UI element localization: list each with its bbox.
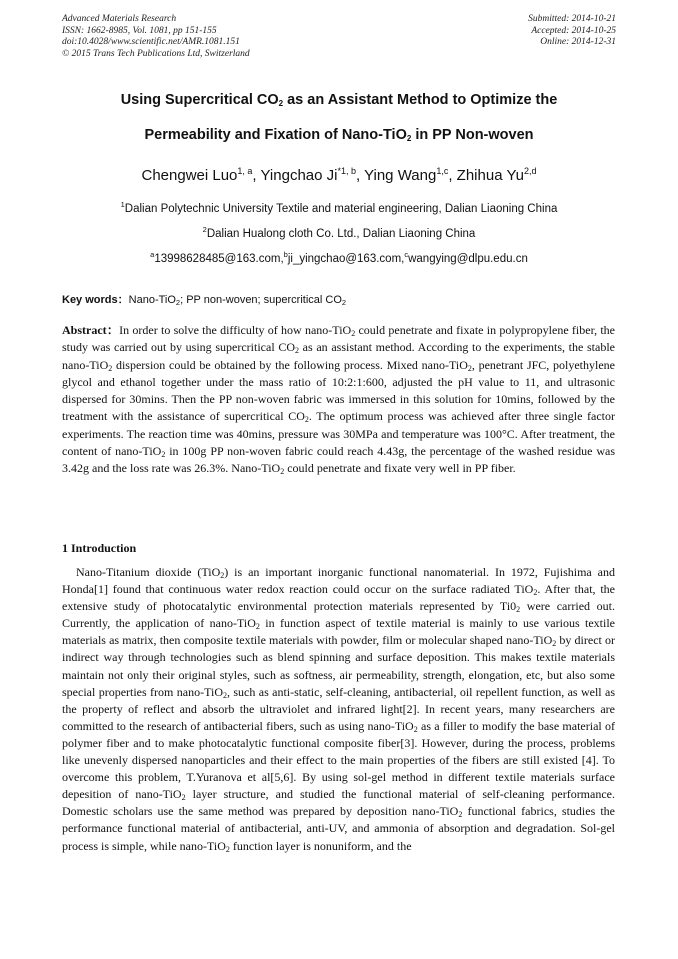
journal-header-right (528, 14, 616, 49)
online-date: Online: 2014-12-31 (540, 37, 616, 47)
introduction-paragraph: Nano-Titanium dioxide (TiO$_2$) is an important inorganic functional nanomaterial. In 1972, Fujishima and Honda[1] found that continuous water redox reaction could occur on the surface radiated TiO$_2$. After that, the extensive study of photocatalytic environmental protection materials represented by $Ti0_2$ were carried out. Currently, the application of nano-TiO$_2$ in function aspect of textile material is mainly to use various textile materials as matrix, then composite textile materials with powder, film or molecular shaped nano-TiO$_2$ by direct or indirect way through technologies such as blend spinning and surface deposition. This makes textile materials maintain not only their original styles, such as softness, air permeability, strength, elongation, etc, but also some special properties from nano-TiO$_2$, such as anti-static, self-cleaning, antibacterial, oil repellent function, as well as the property of reflect and absorb the ultraviolet and infrared light[2]. In recent years, many researchers are committed to the research of antibacterial fibers, such as using nano-TiO$_2$ as a filler to modify the base material of polymer fiber and to make photocatalytic functional composite fiber[3]. However, during the process, problems like unevenly dispersed nanoparticles and their effect to the main properties of the fibers are still existed [4]. To overcome this problem, T.Yuranova et al[5,6]. By using sol-gel method in different textile materials surface depesition of nano-TiO$_2$ layer structure, and studied the functional material of self-cleaning performance. Domestic scholars use the same method was prepared by deposition nano-TiO$_2$ functional fabrics, studies the performance functional material of antibacterial, anti-UV, and ammonia of absorption and degradation. Sol-gel process is simple, while nano-TiO$_2$ function layer is nonuniform, and the (62, 565, 616, 854)
accepted-date: Accepted: 2014-10-25 (531, 25, 616, 36)
section-heading-introduction: 1 Introduction (62, 541, 137, 555)
author-list: Chengwei Luo$^{1, a}$, Yingchao Ji$^{*1, b}$, Ying Wang$^{1,c}$, Zhihua Yu$^{2,d}$ (141, 166, 537, 184)
journal-doi: doi:10.4028/www.scientific.net/AMR.1081.151 (62, 37, 240, 47)
journal-name: Advanced Materials Research (62, 14, 177, 24)
paper-title-line-2: Permeability and Fixation of Nano-TiO$_2$ in PP Non-woven (144, 127, 534, 143)
journal-copyright: © 2015 Trans Tech Publications Ltd, Switzerland (62, 48, 250, 59)
author-emails: $^a$13998628485@163.com,$^b$ji_yingchao@163.com,$^c$wangying@dlpu.edu.cn (150, 250, 528, 265)
affiliation-2: $^2$Dalian Hualong cloth Co. Ltd., Dalian Liaoning China (202, 225, 476, 240)
abstract: Abstract：In order to solve the difficulty of how nano-TiO$_2$ could penetrate and fixate in polypropylene fiber, the study was carried out by using supercritical $CO_2$ as an assistant method. According to the experiments, the stable nano-TiO$_2$ dispersion could be obtained by the following process. Mixed nano-TiO$_2$, penetrant JFC, polyethylene glycol and ethanol together under the mass ratio of 10:2:1:600, adjusted the pH value to 11, and ultrasonic dispersed for 30mins. Then the PP non-woven fabric was immersed in this solution for 10mins, followed by the treatment with the assistance of supercritical $CO_2$. The optimum process was achieved after three single factor experiments. The reaction time was 40mins, pressure was 30MPa and temperature was 100°C. After treatment, the content of nano-TiO$_2$ in 100g PP non-woven fabric could reach 4.43g, the percentage of the washed residue was 3.42g and the loss rate was 26.3%. Nano-TiO$_2$ could penetrate and fixate very well in PP fiber. (62, 323, 616, 477)
abstract-label: Abstract： (62, 323, 120, 337)
paper-title-line-1: Using Supercritical $CO_2$ as an Assistant Method to Optimize the (120, 92, 558, 108)
journal-issn: ISSN: 1662-8985, Vol. 1081, pp 151-155 (62, 25, 217, 36)
keywords-label: Key words： (62, 294, 129, 306)
journal-header-left (62, 14, 250, 60)
submitted-date: Submitted: 2014-10-21 (528, 14, 616, 24)
affiliation-1: $^1$Dalian Polytechnic University Textile and material engineering, Dalian Liaoning China (120, 200, 558, 215)
keywords: Key words：Nano-TiO$_2$; PP non-woven; supercritical $CO_2$ (62, 294, 347, 307)
